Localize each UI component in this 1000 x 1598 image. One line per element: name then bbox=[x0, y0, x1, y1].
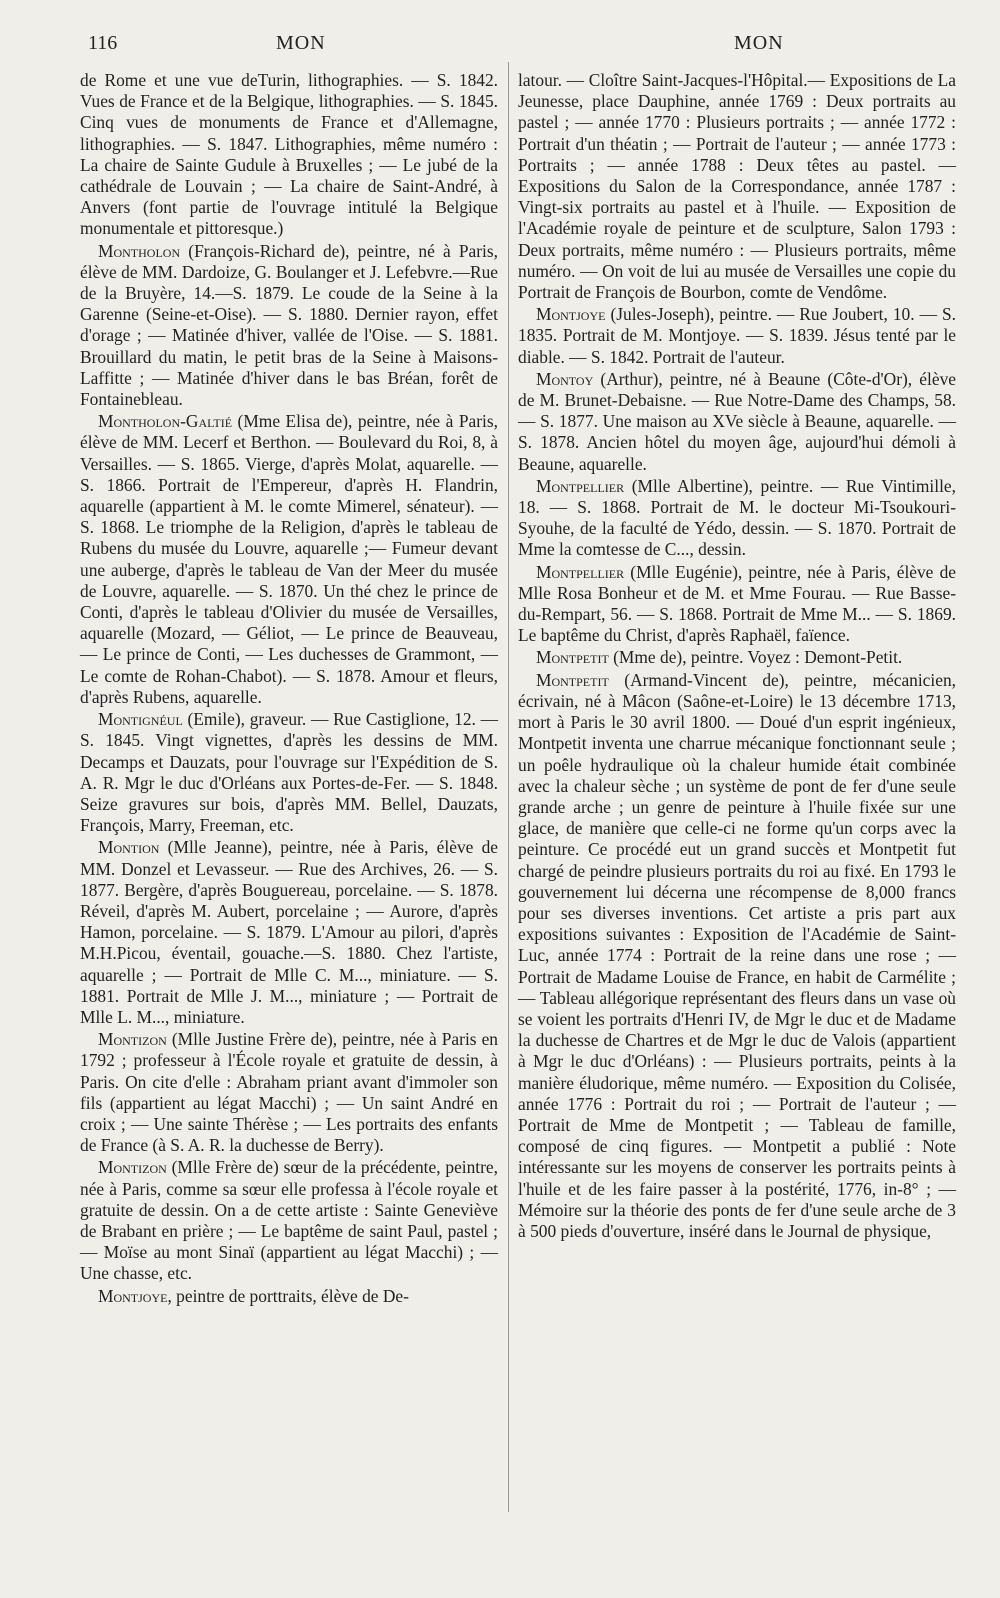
entry-text: (Mlle Albertine), peintre. — Rue Vintimille, 18. — S. 1868. Portrait de M. le docteur Mi-Tsoukouri-Syouhe, de la faculté de Yédo, dessin. — S. 1870. Portrait de Mme la comtesse de C..., dessin. bbox=[518, 475, 956, 560]
entry-headword: Montjoye bbox=[536, 304, 606, 325]
entry-text: de Rome et une vue deTurin, lithographies. — S. 1842. Vues de France et de la Belgique, lithographies. — S. 1845. Cinq vues de monuments de France et d'Allemagne, lithographies. — S. 1847. Lithographies, même numéro : La chaire de Sainte Gudule à Bruxelles ; — Le jubé de la cathédrale de Louvain ; — La chaire de Saint-André, à Anvers (font partie de l'ouvrage intitulé la Belgique monumentale et pittoresque.) bbox=[80, 70, 498, 239]
left-column bbox=[80, 70, 498, 1308]
entry-montizon-justine bbox=[80, 1029, 498, 1156]
entry-continuation bbox=[80, 70, 498, 240]
entry-headword: Montholon-Galtié bbox=[98, 411, 233, 432]
entry-headword: Montpetit bbox=[536, 647, 609, 668]
page-number: 116 bbox=[88, 32, 118, 54]
entry-headword: Montholon bbox=[98, 240, 181, 261]
page-header bbox=[0, 32, 1000, 62]
entry-headword: Montizon bbox=[98, 1029, 167, 1050]
entry-text: (Armand-Vincent de), peintre, mécanicien, écrivain, né à Mâcon (Saône-et-Loire) le 13 décembre 1713, mort à Paris le 30 avril 1800. — Doué d'un esprit ingénieux, Montpetit inventa une charrue mécanique fonctionnant seule ; un poêle hydraulique où la chaleur humide était combinée avec la chaleur sèche ; un système de pont de fer d'une seule grande arche ; un genre de peinture à l'huile fixée sur une glace, de manière que celle-ci ne forme qu'un corps avec la peinture. Ce procédé eut un grand succès et Montpetit fut chargé de peindre plusieurs portraits du roi au fixé. En 1793 le gouvernement lui décerna une récompense de 8,000 francs pour ses diverses inventions. Cet artiste a pris part aux expositions suivantes : Exposition de l'Académie de Saint-Luc, année 1774 : Portrait de la reine dans une rose ; — Portrait de Madame Louise de France, en habit de Carmélite ; — Tableau allégorique représentant des fleurs dans un vase où se voient les portraits d'Henri IV, de Mgr le duc et de Madame la duchesse de Chartres et de Mgr le duc de Valois (appartient à Mgr le duc d'Orléans) : — Plusieurs portraits, peints à la manière éludorique, même numéro. — Exposition du Colisée, année 1776 : Portrait du roi ; — Portrait de l'auteur ; — Portrait de Mme de Montpetit ; — Tableau de famille, composé de cinq figures. — Montpetit a publié : Note intéressante sur les moyens de conserver les portraits peints à l'huile et de les faire passer à la postérité, 1776, in-8° ; — Mémoire sur la théorie des ponts de fer d'une seule arche de 3 à 500 pieds d'ouverture, inséré dans le Journal de physique, bbox=[518, 669, 956, 1241]
entry-montpetit-mme bbox=[518, 647, 956, 668]
entry-text: (François-Richard de), peintre, né à Paris, élève de MM. Dardoize, G. Boulanger et J. Lefebvre.—Rue de la Bruyère, 14.—S. 1879. Le coude de la Seine à la Garenne (Seine-et-Oise). — S. 1880. Dernier rayon, effet d'orage ; — Matinée d'hiver, vallée de l'Oise. — S. 1881. Brouillard du matin, le petit bras de la Seine à Maisons-Laffitte ; — Matinée d'hiver dans le bas Bréan, forêt de Fontainebleau. bbox=[80, 240, 498, 410]
right-column bbox=[518, 70, 956, 1243]
entry-text: (Arthur), peintre, né à Beaune (Côte-d'Or), élève de M. Brunet-Debaisne. — Rue Notre-Dame des Champs, 58. — S. 1877. Une maison au XVe siècle à Beaune, aquarelle. — S. 1878. Ancien hôtel du moyen âge, aujourd'hui démoli à Beaune, aquarelle. bbox=[518, 368, 956, 474]
entry-text: (Jules-Joseph), peintre. — Rue Joubert, 10. — S. 1835. Portrait de M. Montjoye. — S. 1839. Jésus tenté par le diable. — S. 1842. Portrait de l'auteur. bbox=[518, 304, 956, 367]
entry-text: (Mlle Eugénie), peintre, née à Paris, élève de Mlle Rosa Bonheur et de M. et Mme Fourau. — Rue Basse-du-Rempart, 56. — S. 1868. Portrait de Mme M... — S. 1869. Le baptême du Christ, d'après Raphaël, faïence. bbox=[518, 561, 956, 646]
entry-text: latour. — Cloître Saint-Jacques-l'Hôpital.— Expositions de La Jeunesse, place Dauphine, année 1769 : Deux portraits au pastel ; — année 1770 : Plusieurs portraits ; — année 1772 : Portrait d'un théatin ; — Portrait de l'auteur ; — année 1773 : Portraits ; — année 1788 : Deux têtes au pastel. — Expositions du Salon de la Correspondance, année 1787 : Vingt-six portraits au pastel et à l'huile. — Exposition de l'Académie royale de peinture et de sculpture, Salon 1793 : Deux portraits, même numéro : — Plusieurs portraits, même numéro. — On voit de lui au musée de Versailles une copie du Portrait de François de Bourbon, comte de Vendôme. bbox=[518, 70, 956, 303]
entry-text: , peintre de porttraits, élève de De- bbox=[167, 1285, 409, 1306]
entry-montpellier-albertine bbox=[518, 476, 956, 561]
entry-headword: Montion bbox=[98, 837, 160, 858]
entry-montholon bbox=[80, 241, 498, 411]
entry-text: (Mme de), peintre. Voyez : Demont-Petit. bbox=[608, 647, 903, 668]
column-divider bbox=[508, 62, 509, 1512]
entry-montjoye bbox=[80, 1286, 498, 1307]
entry-headword: Montoy bbox=[536, 368, 594, 389]
entry-montizon-frere bbox=[80, 1157, 498, 1284]
entry-headword: Montpetit bbox=[536, 669, 609, 690]
entry-headword: Montjoye bbox=[98, 1285, 168, 1306]
entry-text: (Mme Elisa de), peintre, née à Paris, élève de MM. Lecerf et Berthon. — Boulevard du Roi, 8, à Versailles. — S. 1865. Vierge, d'après Molat, aquarelle. — S. 1866. Portrait de l'Empereur, d'après H. Flandrin, aquarelle (appartient à M. le comte Mimerel, sénateur). — S. 1868. Le triomphe de la Religion, d'après le tableau de Rubens du musée du Louvre, aquarelle ;— Fumeur devant une auberge, d'après le tableau de Van der Meer du musée de Louvre, aquarelle. — S. 1870. Un thé chez le prince de Conti, d'après le tableau d'Olivier du musée de Versailles, aquarelle (Mozard, — Géliot, — Le prince de Beauveau, — Le prince de Conti, — Les duchesses de Grammont, — Le comte de Rohan-Chabot). — S. 1878. Amour et fleurs, d'après Rubens, aquarelle. bbox=[80, 411, 498, 707]
entry-text: (Emile), graveur. — Rue Castiglione, 12. — S. 1845. Vingt vignettes, d'après les dessins de MM. Decamps et Dauzats, pour l'ouvrage sur l'Expédition de S. A. R. Mgr le duc d'Orléans aux Portes-de-Fer. — S. 1848. Seize gravures sur bois, d'après MM. Bellel, Dauzats, François, Marry, Freeman, etc. bbox=[80, 709, 498, 836]
entry-montigneul bbox=[80, 709, 498, 836]
entry-headword: Montignéul bbox=[98, 709, 183, 730]
entry-montholon-galtie bbox=[80, 411, 498, 708]
entry-continuation bbox=[518, 70, 956, 303]
entry-montion bbox=[80, 837, 498, 1028]
entry-montpellier-eugenie bbox=[518, 562, 956, 647]
entry-text: (Mlle Justine Frère de), peintre, née à Paris en 1792 ; professeur à l'École royale et gratuite de dessin, à Paris. On cite d'elle : Abraham priant avant d'immoler son fils (appartient au légat Macchi) ; — Un saint André en croix ; — Une sainte Thérèse ; — Les portraits des enfants de France (à S. A. R. la duchesse de Berry). bbox=[80, 1029, 498, 1156]
running-head-right: MON bbox=[734, 32, 784, 54]
entry-headword: Montpellier bbox=[536, 475, 625, 496]
running-head-left: MON bbox=[276, 32, 326, 54]
entry-headword: Montizon bbox=[98, 1157, 167, 1178]
entry-montjoye-jules bbox=[518, 304, 956, 368]
entry-text: (Mlle Frère de) sœur de la précédente, peintre, née à Paris, comme sa sœur elle professa à l'école royale et gratuite de dessin. On a de cette artiste : Sainte Geneviève de Brabant en prière ; — Le baptême de saint Paul, pastel ; — Moïse au mont Sinaï (appartient au légat Macchi) ; — Une chasse, etc. bbox=[80, 1157, 498, 1284]
entry-text: (Mlle Jeanne), peintre, née à Paris, élève de MM. Donzel et Levasseur. — Rue des Archives, 26. — S. 1877. Bergère, d'après Bouguereau, porcelaine. — S. 1878. Réveil, d'après M. Aubert, porcelaine ; — Aurore, d'après Hamon, porcelaine. — S. 1879. L'Amour au pilori, d'après M.H.Picou, éventail, gouache.—S. 1880. Chez l'artiste, aquarelle ; — Portrait de Mlle C. M..., miniature. — S. 1881. Portrait de Mlle J. M..., miniature ; — Portrait de Mlle L. M..., miniature. bbox=[80, 837, 498, 1027]
entry-montoy bbox=[518, 369, 956, 475]
entry-montpetit-armand bbox=[518, 670, 956, 1242]
entry-headword: Montpellier bbox=[536, 561, 625, 582]
